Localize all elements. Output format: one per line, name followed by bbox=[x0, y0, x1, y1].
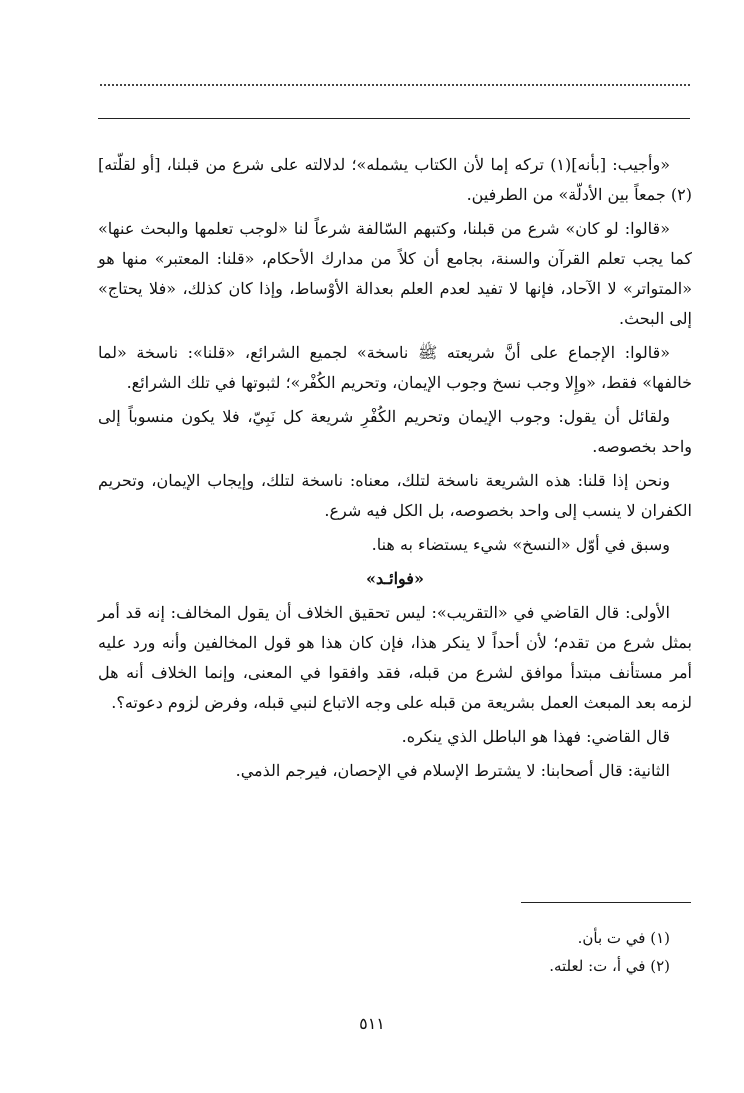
paragraph: قال القاضي: فهذا هو الباطل الذي ينكره. bbox=[401, 727, 670, 746]
page-number: ٥١١ bbox=[359, 1014, 385, 1033]
paragraph: «قالوا: لو كان» شرع من قبلنا، وكتبهم السّالفة شرعاً لنا «لوجب تعلمها والبحث عنها» كما يجب تعلم القرآن والسنة، بجامع أن كلاً من مدارك الأحكام، «قلنا: المعتبر» منها هو «المتواتر» لا الآحاد، فإنها لا تفيد لعدم العلم بعدالة الأوْساط، وإذا كان كذلك، «فلا يحتاج» إلى البحث. bbox=[98, 219, 692, 328]
header-rule bbox=[98, 118, 690, 119]
paragraph: «وأجيب: [بأنه](١) تركه إما لأن الكتاب يشمله»؛ لدلالته على شرع من قبلنا، [أو لقلّته](٢) جمعاً بين الأدلّة» من الطرفين. bbox=[98, 155, 692, 204]
paragraph: الأولى: قال القاضي في «التقريب»: ليس تحقيق الخلاف أن يقول المخالف: إنه قد أمر بمثل شرع من تقدم؛ لأن أحداً لا ينكر هذا، فإن كان هذا هو قول المخالفين وأنه ورد عليه أمر مستأنف مبتدأ موافق لشرع من قبله، فقد وافقوا في المعنى، وإنما الخلاف أنه هل لزمه بعد المبعث العمل بشريعة من قبله على وجه الاتباع لنبي قبله، وفرض لزوم دعوته؟. bbox=[98, 603, 692, 712]
paragraph: وسبق في أوّل «النسخ» شيء يستضاء به هنا. bbox=[371, 535, 670, 554]
paragraph: ونحن إذا قلنا: هذه الشريعة ناسخة لتلك، معناه: ناسخة لتلك، وإيجاب الإيمان، وتحريم الكفران لا ينسب إلى واحد بخصوصه، بل الكل فيه شرع. bbox=[98, 471, 692, 520]
footnotes bbox=[98, 924, 692, 980]
main-text bbox=[98, 150, 692, 790]
footnote-rule bbox=[521, 902, 691, 903]
header-dotted-rule bbox=[100, 84, 690, 86]
section-heading: «فوائـد» bbox=[366, 569, 424, 588]
paragraph: ولقائل أن يقول: وجوب الإيمان وتحريم الكُفْرِ شريعة كل نَبِيّ، فلا يكون منسوباً إلى واحد بخصوصه. bbox=[98, 407, 692, 456]
footnote: (١) في ت بأن. bbox=[577, 929, 670, 947]
paragraph: «قالوا: الإجماع على أنَّ شريعته ﷺ ناسخة» لجميع الشرائع، «قلنا»: ناسخة «لما خالفها» فقط، «وإِلا وجب نسخ وجوب الإيمان، وتحريم الكُفْر»؛ لثبوتها في تلك الشرائع. bbox=[98, 343, 692, 392]
footnote: (٢) في أ، ت: لعلته. bbox=[549, 957, 670, 975]
paragraph: الثانية: قال أصحابنا: لا يشترط الإسلام في الإحصان، فيرجم الذمي. bbox=[235, 761, 670, 780]
